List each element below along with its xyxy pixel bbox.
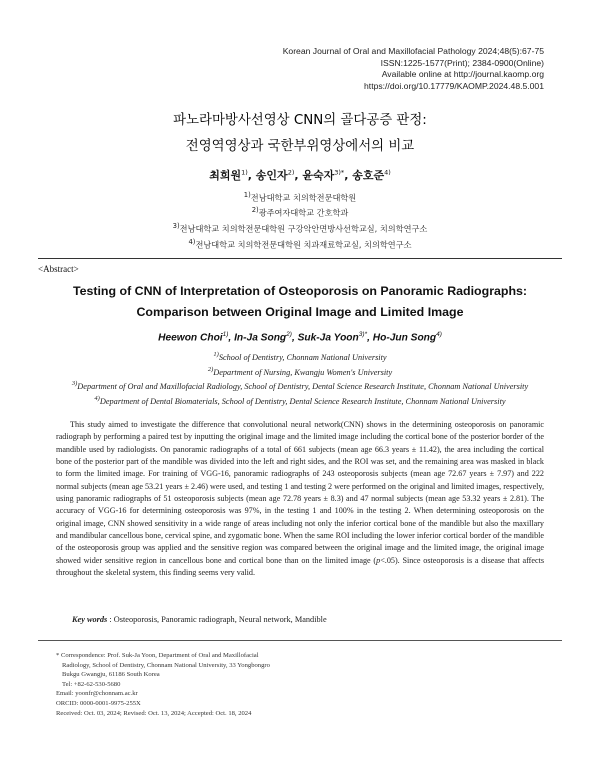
- correspondence: * Correspondence: Prof. Suk-Ja Yoon, Department of Oral and Maxillofacial: [56, 652, 259, 659]
- english-author: In-Ja Song: [234, 332, 287, 344]
- divider: [38, 258, 562, 259]
- orcid: ORCID: 0000-0001-9975-255X: [56, 699, 141, 707]
- english-affiliation: $^{2)}$Department of Nursing, Kwangju Women's University: [207, 366, 393, 377]
- author-sup: 2): [287, 168, 295, 177]
- journal-issn: ISSN:1225-1577(Print); 2384-0900(Online): [380, 57, 544, 68]
- korean-title-line2: 전영역영상과 국한부위영상에서의 비교: [185, 139, 415, 154]
- email: Email: yoonfr@chonnam.ac.kr: [56, 690, 138, 698]
- english-author: Suk-Ja Yoon: [297, 332, 359, 344]
- korean-authors: 최희원$^{1)}$, 송인자$^{2)}$, 윤숙자$^{3)*}$, 송호준$^{4)}$: [209, 168, 391, 182]
- korean-author: 송인자: [255, 169, 288, 182]
- abstract-body: This study aimed to investigate the difference that convolutional neural network(CNN) shows in the determining osteoporosis on panoramic radiograph by performing a paired test by inputting the original image and the limited image including the cortical bone of the posterior border of the mandible used by radiologists. On panoramic radiographs of a total of 661 subjects (mean age 66.3 years ± 11.42), the area including the cortical bone of the posterior part of the mandible was divided into the left and right sides, and the ROI was set, and the remaining area was masked in black to form the limited image. For training of VGG-16, panoramic radiographs of 243 osteoporosis subjects (mean age 72.67 years ± 7.97) and 222 normal subjects (mean age 53.21 years ± 2.46) were used, and testing 1 and testing 2 were performed on the original and limited images, respectively, using panoramic radiographs of 51 osteoporosis subjects (mean age 72.78 years ± 8.3) and 47 normal subjects (mean age 53.32 years ± 2.81). The accuracy of VGG-16 for determining osteoporosis was 97%, in the testing 1 and 100% in the testing 2. When determining osteoporosis on the original image, CNN showed sensitivity in a wide range of areas including not only the inferior cortical bone of the mandible but also the maxillary and mandibular cancellous bone, cervical spine, and zygomatic bone. When the same ROI including the lower inferior cortical border of the mandible of the osteoporosis group was applied and the sensitive region was compared between the original image and the limited image, the original image showed wider sensitive region in cancellous bone and cortical bone than on the limited image (p<.05). Since osteoporosis is a disease that affects throughout the skeletal system, this finding seems very valid.: [56, 420, 544, 578]
- abstract-label: <Abstract>: [38, 264, 79, 274]
- english-title-line2: Comparison between Original Image and Limited Image: [136, 305, 464, 319]
- author-sup: 1): [241, 168, 248, 177]
- english-affiliation: $^{4)}$Department of Dental Biomaterials, School of Dentistry, Dental Science Research Institute, Chonnam National University: [94, 395, 506, 406]
- korean-affiliation: $^{4)}$전남대학교 치의학전문대학원 치과재료학교실, 치의학연구소: [188, 238, 412, 250]
- korean-author: 송호준: [352, 169, 385, 182]
- english-affiliation: $^{1)}$School of Dentistry, Chonnam National University: [213, 351, 387, 362]
- english-author: Ho-Jun Song: [372, 332, 437, 344]
- tel: Tel: +82-62-530-5680: [62, 680, 121, 688]
- journal-available: Available online at http://journal.kaomp.org: [381, 69, 544, 80]
- english-affiliation: $^{3)}$Department of Oral and Maxillofacial Radiology, School of Dentistry, Dental Science Research Institute, Chonnam National University: [71, 380, 529, 391]
- korean-affiliation: $^{1)}$전남대학교 치의학전문대학원: [243, 191, 357, 203]
- keywords: Key words : Osteoporosis, Panoramic radiograph, Neural network, Mandible: [72, 615, 327, 624]
- author-sup: 4): [384, 168, 391, 177]
- footnote: * Correspondence: Prof. Suk-Ja Yoon, Department of Oral and Maxillofacial Radiology, School of Dentistry, Chonnam National University, 33 Yongbongro Bukgu Gwangju, 61186 South Korea Tel: +82-62-530-5680 Email: yoonfr@chonnam.ac.kr ORCID: 0000-0001-9975-255X Received: Oct. 03, 2024; Revised: Oct. 13, 2024; Accepted: Oct. 18, 2024: [56, 652, 270, 717]
- korean-affiliation: $^{3)}$전남대학교 치의학전문대학원 구강악안면방사선학교실, 치의학연구소: [172, 222, 428, 234]
- korean-affiliation: $^{2)}$광주여자대학교 간호학과: [251, 206, 349, 218]
- keywords-label: Key words: [72, 615, 108, 624]
- author-sup: 3)*: [334, 168, 345, 177]
- keywords-text: Osteoporosis, Panoramic radiograph, Neural network, Mandible: [113, 615, 327, 624]
- english-author: Heewon Choi: [158, 332, 223, 344]
- dates: Received: Oct. 03, 2024; Revised: Oct. 13, 2024; Accepted: Oct. 18, 2024: [56, 709, 252, 717]
- footnote-divider: [38, 640, 562, 641]
- korean-author: 윤숙자: [302, 169, 335, 182]
- korean-author: 최희원: [209, 169, 242, 182]
- korean-title-line1: 파노라마방사선영상 CNN의 골다공증 판정:: [173, 113, 427, 128]
- journal-name: Korean Journal of Oral and Maxillofacial Pathology 2024;48(5):67-75: [282, 46, 544, 56]
- english-authors: Heewon Choi$^{1)}$, In-Ja Song$^{2)}$, Suk-Ja Yoon$^{3)*}$, Ho-Jun Song$^{4)}$: [158, 331, 442, 344]
- journal-doi: https://doi.org/10.17779/KAOMP.2024.48.5.001: [364, 80, 544, 91]
- journal-header: [283, 46, 544, 92]
- english-title-line1: Testing of CNN of Interpretation of Osteoporosis on Panoramic Radiographs:: [72, 284, 528, 298]
